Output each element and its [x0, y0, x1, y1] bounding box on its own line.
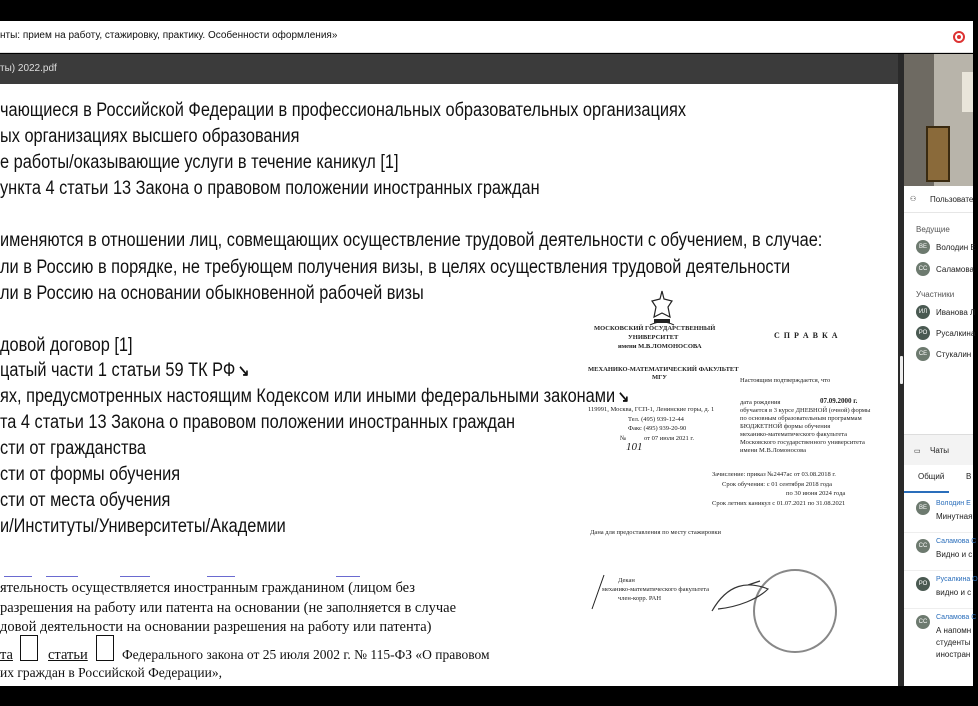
chat-text: А напомн — [936, 626, 972, 635]
chat-author: Русалкина О — [936, 576, 978, 583]
avatar: СС — [916, 539, 930, 553]
form-line: ятельность осуществляется иностранным гражданином (лицом без — [0, 580, 415, 596]
pdf-filename: ты) 2022.pdf — [0, 63, 57, 74]
pdf-toolbar — [0, 54, 898, 84]
cert-text: Дана для предоставления по месту стажировки — [590, 529, 721, 536]
chat-text: видно и с — [936, 588, 972, 597]
chat-author: Саламова С — [936, 538, 977, 545]
avatar: СС — [916, 615, 930, 629]
cert-text: по 30 июня 2024 года — [786, 490, 846, 497]
cert-text: обучается в 3 курсе ДНЕВНОЙ (очной) формы — [740, 407, 871, 414]
doc-line: ых организациях высшего образования — [0, 126, 300, 147]
cert-text: Настоящим подтверждается, что — [740, 377, 831, 384]
cert-text: Срок летних каникул с 01.07.2021 по 31.08.2021 — [712, 500, 846, 507]
avatar: ВЕ — [916, 501, 930, 515]
doc-line: и/Институты/Университеты/Академии — [0, 516, 286, 537]
spellcheck-underline — [4, 576, 32, 577]
chat-text: иностран — [936, 650, 971, 659]
cert-text: по основным образовательным программам — [740, 415, 862, 422]
pdf-page — [0, 84, 898, 686]
participant-name[interactable]: Руcалкина — [936, 329, 976, 338]
cert-univ: МОСКОВСКИЙ ГОСУДАРСТВЕННЫЙ — [594, 325, 716, 332]
form-line: их граждан в Российской Федерации», — [0, 665, 222, 680]
chat-message[interactable] — [904, 608, 977, 668]
avatar: РО — [916, 577, 930, 591]
doc-line: е работы/оказывающие услуги в течение каникул [1] — [0, 152, 399, 173]
tab-active-indicator — [904, 491, 949, 493]
cert-text: 119991, Москва, ГСП-1, Ленинские горы, д. 1 — [588, 406, 715, 413]
participant-name[interactable]: Стукалин — [936, 350, 972, 359]
chat-text: Минутная — [936, 512, 973, 521]
signature-stroke — [590, 571, 610, 611]
form-checkbox[interactable] — [20, 635, 38, 661]
avatar: ВЕ — [916, 240, 930, 254]
doc-line: сти от гражданства — [0, 438, 147, 459]
avatar: СЕ — [916, 347, 930, 361]
form-line: довой деятельности на основании разрешения на работу или патента) — [0, 619, 432, 635]
certificate-image — [588, 289, 893, 684]
doc-line: та 4 статьи 13 Закона о правовом положении иностранных граждан — [0, 412, 516, 433]
chat-message[interactable] — [904, 532, 977, 571]
msu-crest-icon — [644, 289, 680, 329]
spellcheck-underline — [120, 576, 150, 577]
arrow-down-right-icon: ↘ — [617, 389, 630, 406]
cert-univ: имени М.В.ЛОМОНОСОВА — [618, 343, 702, 350]
cert-text: Тел. (495) 939-12-44 — [628, 416, 684, 423]
doc-line-text: цатый части 1 статьи 59 ТК РФ — [0, 360, 236, 381]
doc-line — [0, 386, 629, 408]
chat-text: студенты — [936, 638, 971, 647]
record-icon[interactable] — [953, 31, 965, 43]
presentation-title: нты: прием на работу, стажировку, практику. Особенности оформления» — [0, 30, 338, 41]
doc-line-text: ях, предусмотренных настоящим Кодексом или иными федеральными законами — [0, 386, 616, 407]
video-lamp — [962, 72, 973, 112]
cert-faculty: МГУ — [652, 374, 668, 381]
users-label: Пользовате — [930, 195, 974, 204]
avatar: СС — [916, 262, 930, 276]
cert-text: 07.09.2000 г. — [820, 397, 858, 405]
cert-text: Зачисление: приказ №2447ас от 03.08.2018 г. — [712, 471, 836, 478]
video-picture-frame — [926, 126, 950, 182]
form-line: разрешения на работу или патента на основании (не заполняется в случае — [0, 600, 456, 616]
cert-text: Декан — [618, 577, 635, 584]
chat-author: Саламова С — [936, 614, 977, 621]
top-black-bar — [0, 0, 973, 21]
avatar: РО — [916, 326, 930, 340]
tab-general[interactable]: Общий — [918, 472, 945, 481]
doc-line: сти от формы обучения — [0, 464, 181, 485]
form-field-label: та — [0, 647, 13, 663]
cert-univ: УНИВЕРСИТЕТ — [628, 334, 679, 341]
cert-text: имени М.В.Ломоносова — [740, 447, 807, 454]
form-checkbox[interactable] — [96, 635, 114, 661]
users-icon: ⚇ — [910, 196, 917, 203]
window-titlebar — [0, 21, 973, 53]
cert-text: дата рождения — [740, 399, 781, 406]
cert-text: Срок обучения: с 01 сентября 2018 года — [722, 481, 832, 488]
spellcheck-underline — [46, 576, 78, 577]
form-line: Федерального закона от 25 июля 2002 г. № 115-ФЗ «О правовом — [122, 647, 490, 662]
cert-handwritten-number: 101 — [626, 441, 643, 453]
participant-name[interactable]: Иванова Л — [936, 308, 976, 317]
tab-other[interactable]: В — [966, 472, 972, 481]
doc-line: довой договор [1] — [0, 335, 133, 356]
host-name[interactable]: Саламова — [936, 265, 974, 274]
doc-line: ли в Россию на основании обыкновенной рабочей визы — [0, 283, 424, 304]
participants-panel — [904, 54, 978, 686]
cert-text: механико-математического факультета — [740, 431, 848, 438]
doc-line: именяются в отношении лиц, совмещающих осуществление трудовой деятельности с обучением, в случае: — [0, 230, 823, 251]
cert-text: член-корр. РАН — [618, 595, 662, 602]
chat-author: Володин Е — [936, 500, 971, 507]
chat-icon: ▭ — [914, 448, 921, 455]
avatar: ИЛ — [916, 305, 930, 319]
form-field-label: статьи — [48, 647, 88, 663]
spellcheck-underline — [336, 576, 360, 577]
arrow-down-right-icon: ↘ — [237, 363, 250, 380]
chats-label: Чаты — [930, 446, 950, 455]
cert-text: Московского государственного университета — [740, 439, 865, 446]
chat-message[interactable] — [904, 494, 973, 533]
chats-header[interactable] — [904, 434, 973, 465]
chat-message[interactable] — [904, 570, 978, 609]
doc-line — [0, 360, 249, 382]
cert-title: С П Р А В К А — [774, 331, 839, 340]
cert-text: механико-математического факультета — [602, 586, 710, 593]
dean-signature — [708, 579, 778, 619]
cert-text: № — [620, 435, 627, 442]
doc-line: ли в Россию в порядке, не требующем получения визы, в целях осуществления трудовой деятельности — [0, 257, 791, 278]
spellcheck-underline — [207, 576, 235, 577]
cert-text: от 07 июля 2021 г. — [644, 435, 694, 442]
participants-label: Участники — [916, 290, 955, 299]
host-name[interactable]: Володин Е — [936, 243, 976, 252]
bottom-black-bar — [0, 686, 973, 706]
doc-line: чающиеся в Российской Федерации в профессиональных образовательных организациях — [0, 100, 687, 121]
cert-text: БЮДЖЕТНОЙ формы обучения — [740, 423, 831, 430]
users-header[interactable] — [904, 186, 973, 213]
cert-faculty: МЕХАНИКО-МАТЕМАТИЧЕСКИЙ ФАКУЛЬТЕТ — [588, 366, 739, 373]
scrollbar-thumb[interactable] — [900, 356, 903, 384]
chat-text: Видно и с — [936, 550, 973, 559]
doc-line: ункта 4 статьи 13 Закона о правовом положении иностранных граждан — [0, 178, 540, 199]
presenter-video — [904, 54, 973, 186]
cert-text: Факс (495) 939-20-90 — [628, 425, 687, 432]
doc-line: сти от места обучения — [0, 490, 171, 511]
hosts-label: Ведущие — [916, 225, 950, 234]
